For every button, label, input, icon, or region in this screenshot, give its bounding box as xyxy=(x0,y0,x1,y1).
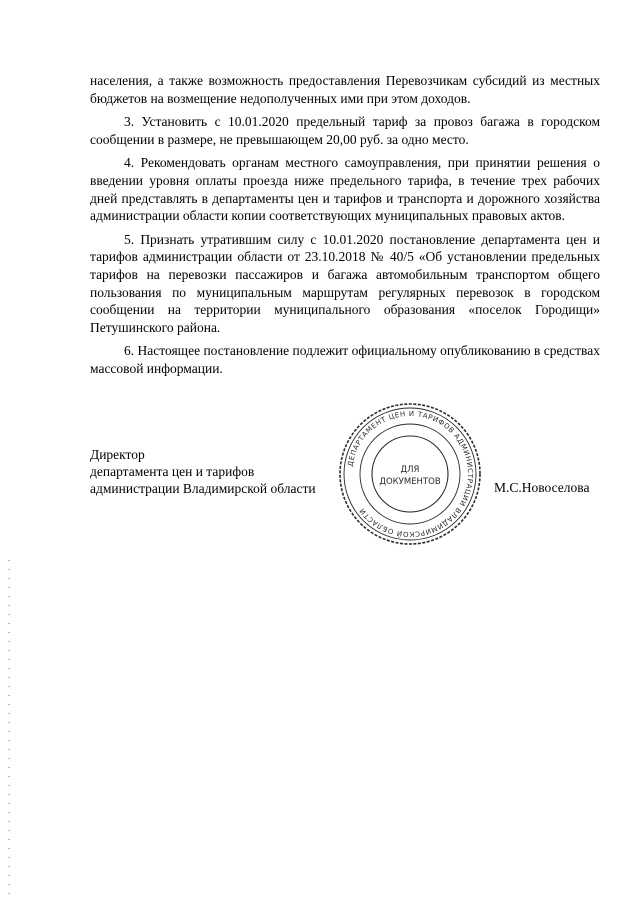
svg-text:ДЛЯ: ДЛЯ xyxy=(400,465,420,475)
scan-margin-artifact xyxy=(8,560,10,900)
svg-text:ДЕПАРТАМЕНТ ЦЕН И ТАРИФОВ АДМИ: ДЕПАРТАМЕНТ ЦЕН И ТАРИФОВ АДМИНИСТРАЦИИ ВЛАДИМИРСКОЙ ОБЛАСТИ xyxy=(346,409,475,539)
paragraph-continuation: населения, а также возможность предоставления Перевозчикам субсидий из местных бюджетов на возмещение недополученных ими при этом доходов. xyxy=(90,73,600,106)
paragraph-6: 6. Настоящее постановление подлежит официальному опубликованию в средствах массовой информации. xyxy=(90,343,600,376)
signature-position: Директор xyxy=(90,447,145,462)
signature-department: департамента цен и тарифов xyxy=(90,464,255,479)
official-stamp-icon xyxy=(336,400,484,548)
signature-block xyxy=(90,446,316,497)
signer-name: М.С.Новоселова xyxy=(494,480,590,495)
svg-text:ДОКУМЕНТОВ: ДОКУМЕНТОВ xyxy=(379,477,441,487)
signature-administration: администрации Владимирской области xyxy=(90,481,316,496)
paragraph-5: 5. Признать утратившим силу с 10.01.2020 постановление департамента цен и тарифов администрации области от 23.10.2018 № 40/5 «Об установлении предельных тарифов на перевозки пассажиров и багажа автомобильным транспортом общего пользования по муниципальным маршрутам регулярных перевозок в городском сообщении на территории муниципального образования «поселок Городищи» Петушинского района. xyxy=(90,231,600,335)
paragraph-3: 3. Установить с 10.01.2020 предельный тариф за провоз багажа в городском сообщении в размере, не превышающем 20,00 руб. за одно место. xyxy=(90,114,600,147)
paragraph-4: 4. Рекомендовать органам местного самоуправления, при принятии решения о введении уровня оплаты проезда ниже предельного тарифа, в течение трех рабочих дней представлять в департаменты цен и тарифов и транспорта и дорожного хозяйства администрации области копии соответствующих муниципальных правовых актов. xyxy=(90,155,600,224)
document-body xyxy=(90,72,600,384)
